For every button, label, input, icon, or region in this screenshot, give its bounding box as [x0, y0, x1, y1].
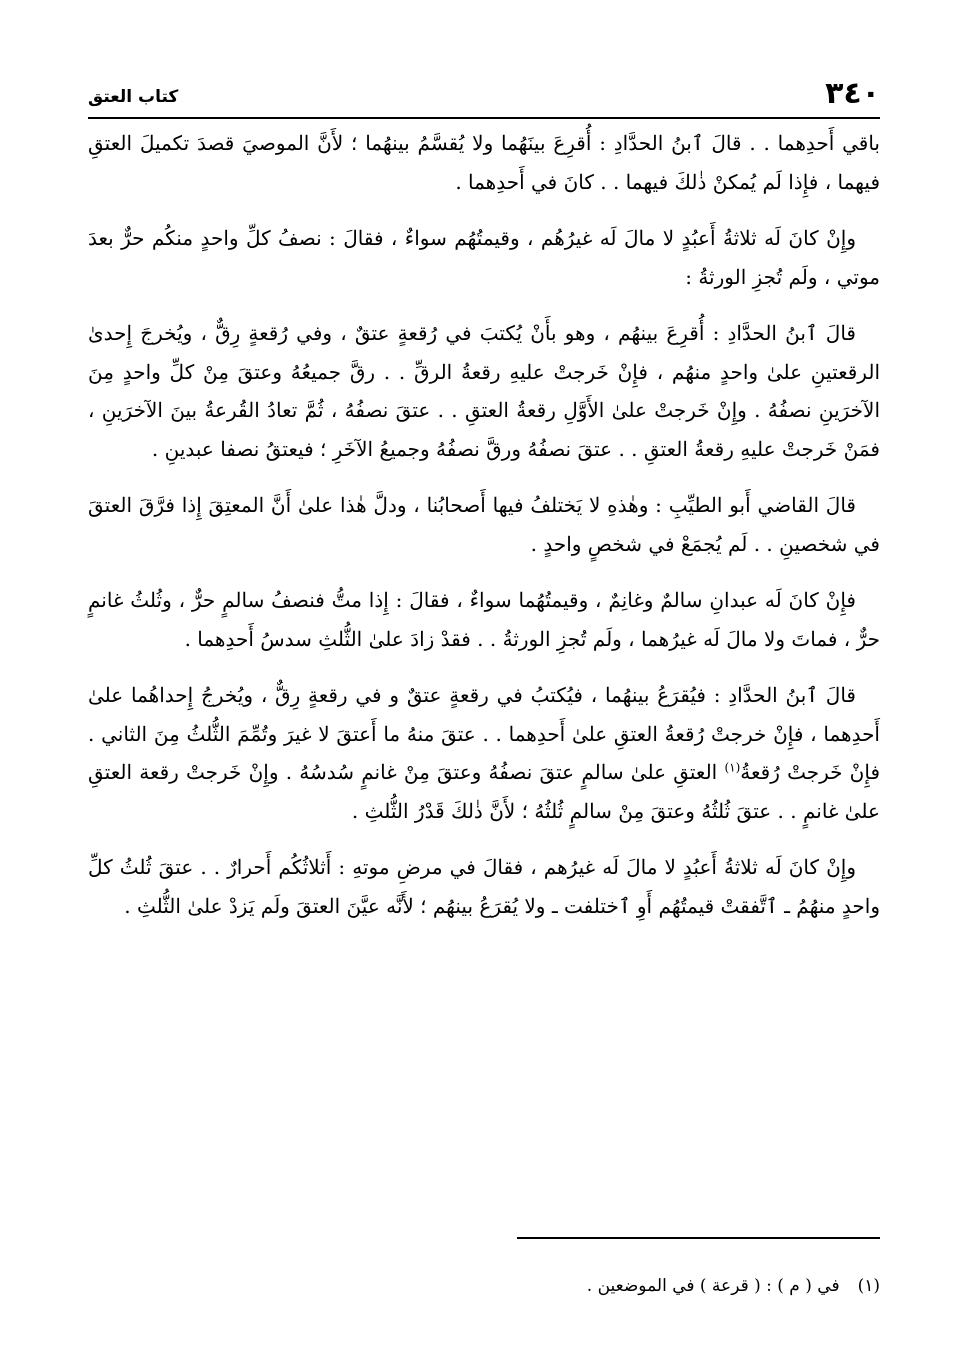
page-header	[88, 76, 880, 116]
footnote-number: (١)	[857, 1276, 880, 1296]
main-text	[88, 124, 880, 943]
page-number: ٣٤٠	[825, 76, 880, 111]
footnote-reference: (١)	[724, 760, 741, 775]
paragraph-text-part: قالَ ٱبنُ الحدَّادِ : فيُقرَعُ بينهُما ، فيُكتبُ في رقعةٍ عتقٌ و في رقعةٍ رِقٌّ ، ويُخرجُ إِحداهُما علىٰ أَحدِهما ، فإِنْ خرجتْ رُقعةُ العتقِ علىٰ أَحدِهما . . عتقَ منهُ ما أَعتقَ لا غيرَ وتُمِّمَ الثُّلثُ مِنَ الثاني . فإِنْ خَرجتْ رُقعةُ	[88, 683, 881, 784]
paragraph: وإِنْ كانَ لَه ثلاثةُ أَعبُدٍ لا مالَ لَه غيرُهُم ، وقيمتُهُم سواءٌ ، فقالَ : نصفُ كلِّ واحدٍ منكُم حرٌّ بعدَ موتي ، ولَم تُجزِ الورثةُ :	[88, 226, 880, 289]
paragraph: وإِنْ كانَ لَه ثلاثةُ أَعبُدٍ لا مالَ لَه غيرُهم ، فقالَ في مرضِ موتهِ : أَثلاثُكُم أَحرارٌ . . عتقَ ثُلثُ كلِّ واحدٍ منهُمُ ـ ٱتَّفقتْ قيمتُهُم أَوِ ٱختلفت ـ ولا يُقرَعُ بينهُم ؛ لأَنَّه عيَّنَ العتقَ ولَم يَزدْ علىٰ الثُّلثِ .	[88, 855, 880, 918]
paragraph: فإِنْ كانَ لَه عبدانِ سالمٌ وغانِمٌ ، وقيمتُهُما سواءٌ ، فقالَ : إِذا متُّ فنصفُ سالمٍ حرٌّ ، وثُلثُ غانمٍ حرٌّ ، فماتَ ولا مالَ لَه غيرُهما ، ولَم تُجزِ الورثةُ . . فقدْ زادَ علىٰ الثُّلثِ سدسُ أَحدِهما .	[88, 588, 880, 651]
running-head: كتاب العتق	[88, 87, 179, 107]
paragraph: قالَ ٱبنُ الحدَّادِ : أُقرِعَ بينهُم ، وهو بأَنْ يُكتبَ في رُقعةٍ عتقٌ ، وفي رُقعةٍ رِقٌّ ، ويُخرجَ إِحدىٰ الرقعتينِ علىٰ واحدٍ منهُم ، فإِنْ خَرجتْ عليهِ رقعةُ الرقِّ . . رقَّ جميعُهُ وعتقَ مِنْ كلِّ واحدٍ مِنَ الآخرَينِ نصفُهُ . وإِنْ خَرجتْ علىٰ الأَوَّلِ رقعةُ العتقِ . . عتقَ نصفُهُ ، ثُمَّ تعادُ القُرعةُ بينَ الآخرَينِ ، فمَنْ خَرجتْ عليهِ رقعةُ العتقِ . . عتقَ نصفُهُ ورقَّ نصفُهُ وجميعُ الآخَرِ ؛ فيعتقُ نصفا عبدينِ .	[88, 321, 880, 461]
header-rule	[88, 117, 880, 119]
paragraph: قالَ القاضي أَبو الطيِّبِ : وهٰذهِ لا يَختلفُ فيها أَصحابُنا ، ودلَّ هٰذا علىٰ أَنَّ المعتِقَ إِذا فرَّقَ العتقَ في شخصينِ . . لَم يُجمَعْ في شخصٍ واحدٍ .	[88, 493, 880, 556]
footnote	[88, 1272, 880, 1300]
paragraph-text-part: العتقِ علىٰ سالمٍ عتقَ نصفُهُ وعتقَ مِنْ غانمٍ سُدسُهُ . وإِنْ خَرجتْ رقعة العتقِ علىٰ غانمٍ . . عتقَ ثُلثُهُ وعتقَ مِنْ سالمٍ ثُلثُهُ ؛ لأَنَّ ذٰلكَ قَدْرُ الثُّلثِ .	[88, 760, 880, 823]
footnote-rule	[517, 1237, 880, 1239]
paragraph-with-footnote	[88, 676, 880, 830]
footnote-text: في ( م ) : ( قرعة ) في الموضعين .	[586, 1276, 840, 1296]
paragraph: باقي أَحدِهما . . قالَ ٱبنُ الحدَّادِ : أُقرِعَ بينَهُما ولا يُقسَّمُ بينهُما ؛ لأَنَّ الموصيَ قصدَ تكميلَ العتقِ فيهما ، فإِذا لَم يُمكنْ ذٰلكَ فيهما . . كانَ في أَحدِهما .	[88, 131, 880, 194]
